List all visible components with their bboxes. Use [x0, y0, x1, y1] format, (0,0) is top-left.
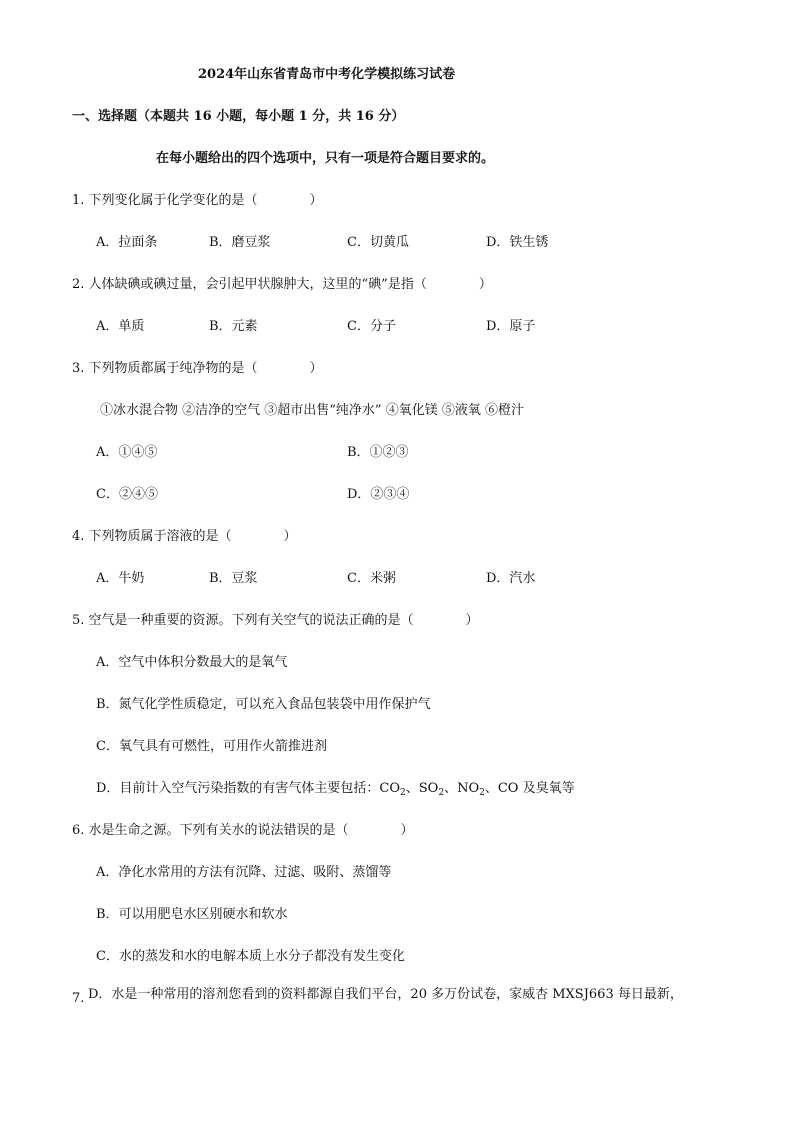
question-3-items: ①冰水混合物 ②洁净的空气 ③超市出售“纯净水” ④氧化镁 ⑤液氧 ⑥橙汁: [100, 403, 524, 418]
question-2-option-d: D．原子: [486, 319, 536, 334]
question-1-option-c: C．切黄瓜: [347, 235, 409, 250]
question-6-option-b: B．可以用肥皂水区别硬水和软水: [96, 907, 288, 922]
question-3-option-a: A．①④⑤: [96, 445, 158, 460]
subscript: 2: [400, 788, 406, 798]
question-4-option-c: C．米粥: [347, 571, 396, 586]
option-d-prefix: D．目前计入空气污染指数的有害气体主要包括：CO: [96, 781, 401, 796]
question-1-option-a: A．拉面条: [96, 235, 158, 250]
subscript: 2: [479, 788, 485, 798]
question-7-number: 7.: [72, 991, 85, 1006]
question-6-stem: 6. 水是生命之源。下列有关水的说法错误的是（ ）: [72, 823, 414, 838]
question-6-option-a: A．净化水常用的方法有沉降、过滤、吸附、蒸馏等: [96, 865, 392, 880]
question-5-option-a: A．空气中体积分数最大的是氧气: [96, 655, 288, 670]
doc-title: 2024年山东省青岛市中考化学模拟练习试卷: [198, 67, 456, 82]
option-d-mid: 、SO: [405, 781, 439, 796]
subscript: 2: [438, 788, 445, 798]
question-4-option-b: B．豆浆: [209, 571, 258, 586]
section-instruction: 在每小题给出的四个选项中，只有一项是符合题目要求的。: [156, 151, 495, 166]
option-d-suffix: 、CO 及臭氧等: [484, 781, 575, 796]
question-3-option-b: B．①②③: [347, 445, 409, 460]
question-5-option-d: [96, 780, 575, 802]
question-3-option-d: D．②③④: [347, 487, 410, 502]
question-1-option-b: B．磨豆浆: [209, 235, 271, 250]
question-3-option-c: C．②④⑤: [96, 487, 158, 502]
question-5-option-c: C．氧气具有可燃性，可用作火箭推进剂: [96, 739, 327, 754]
question-4-stem: 4. 下列物质属于溶液的是（ ）: [72, 529, 297, 544]
question-2-option-a: A．单质: [96, 319, 145, 334]
question-5-stem: 5. 空气是一种重要的资源。下列有关空气的说法正确的是（ ）: [72, 613, 479, 628]
question-1-stem: 1. 下列变化属于化学变化的是（ ）: [72, 193, 323, 208]
question-7-text: D．水是一种常用的溶剂您看到的资料都源自我们平台，20 多万份试卷，家威杏 MXSJ663 每日最新，: [88, 987, 683, 1002]
question-2-option-b: B．元素: [209, 319, 258, 334]
question-5-option-b: B．氮气化学性质稳定，可以充入食品包装袋中用作保护气: [96, 697, 431, 712]
question-2-option-c: C．分子: [347, 319, 396, 334]
question-3-stem: 3. 下列物质都属于纯净物的是（ ）: [72, 361, 323, 376]
question-2-stem: 2. 人体缺碘或碘过量，会引起甲状腺肿大，这里的“碘”是指（ ）: [72, 277, 492, 292]
question-6-option-c: C．水的蒸发和水的电解本质上水分子都没有发生变化: [96, 949, 405, 964]
question-4-option-a: A．牛奶: [96, 571, 145, 586]
option-d-mid: 、NO: [444, 781, 480, 796]
question-1-option-d: D．铁生锈: [486, 235, 549, 250]
question-4-option-d: D．汽水: [486, 571, 536, 586]
section-heading: 一、选择题（本题共 16 小题，每小题 1 分，共 16 分）: [72, 109, 405, 124]
